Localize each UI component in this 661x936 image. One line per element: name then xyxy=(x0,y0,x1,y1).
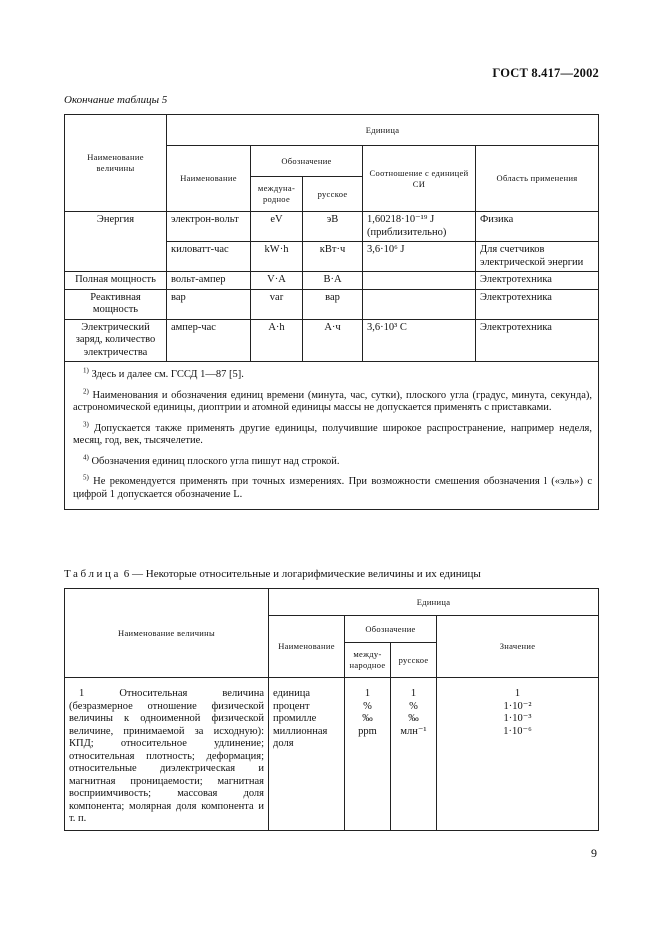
footnote: $^{2)}$ Наименования и обозначения единиц времени (минута, час, сутки), плоского угла (градус, минута, секунда), астрономической единицы, диоптрии и атомной единицы массы не допускается применять с приставками. xyxy=(73,387,593,413)
rus-designation-cell: А·ч xyxy=(303,319,363,362)
col-value-header: Значение xyxy=(437,616,599,678)
relation-cell: 3,6·10³ C xyxy=(363,319,476,362)
unit-name-cell: электрон-вольт xyxy=(167,212,251,242)
application-cell: Электротехника xyxy=(476,289,599,319)
table-row xyxy=(65,272,599,290)
standard-header: ГОСТ 8.417—2002 xyxy=(492,66,599,80)
col-designation-header: Обозначение xyxy=(251,146,363,177)
col-quantity-header: Наименование величины xyxy=(65,589,269,678)
table5-continuation-label: Окончание таблицы 5 xyxy=(64,94,168,106)
unit-names-cell: единица процент промилле миллионная доля xyxy=(269,678,345,831)
application-cell: Электротехника xyxy=(476,319,599,362)
rus-designation-cell: эВ xyxy=(303,212,363,242)
application-cell: Физика xyxy=(476,212,599,242)
quantity-cell: 1 Относительная величина (безразмерное отношение физической величины к одноименной физической величине, принимаемой за исходную): КПД; относительное удлинение; относительная плотность; деформация; относительные диэлектрическая и магнитная проницаемости; магнитная восприимчивость; массовая доля компонента; молярная доля компонента и т. п. xyxy=(65,678,269,831)
intl-designation-cell: eV xyxy=(251,212,303,242)
table-6 xyxy=(64,588,599,831)
relation-cell: 1,60218·10⁻¹⁹ J (приблизительно) xyxy=(363,212,476,242)
col-russian-header: русское xyxy=(303,177,363,212)
relation-cell xyxy=(363,272,476,290)
quantity-cell: Реактивная мощность xyxy=(65,289,167,319)
col-unit-name-header: Наименование xyxy=(269,616,345,678)
intl-designation-cell: A·h xyxy=(251,319,303,362)
col-international-header: междуна-родное xyxy=(251,177,303,212)
footnote: $^{1)}$ Здесь и далее см. ГССД 1—87 [5]. xyxy=(83,366,244,380)
rus-designation-cell: В·А xyxy=(303,272,363,290)
table-row xyxy=(65,212,599,242)
caption-word: Таблица xyxy=(64,568,121,580)
relation-cell: 3,6·10⁶ J xyxy=(363,242,476,272)
application-cell: Для счетчиков электрической энергии xyxy=(476,242,599,272)
page-number: 9 xyxy=(591,846,597,860)
quantity-cell: Полная мощность xyxy=(65,272,167,290)
intl-designation-cell: V·A xyxy=(251,272,303,290)
application-cell: Электротехника xyxy=(476,272,599,290)
table5-notes xyxy=(65,362,599,510)
intl-designation-cell: 1 % ‰ ppm xyxy=(345,678,391,831)
rus-designation-cell: вар xyxy=(303,289,363,319)
unit-name-cell: вольт-ампер xyxy=(167,272,251,290)
col-russian-header: русское xyxy=(391,643,437,678)
table-row xyxy=(65,289,599,319)
quantity-cell: Энергия xyxy=(65,212,167,272)
footnote: $^{4)}$ Обозначения единиц плоского угла пишут над строкой. xyxy=(83,453,340,467)
unit-name-cell: вар xyxy=(167,289,251,319)
col-relation-header: Соотношение с единицей СИ xyxy=(363,146,476,212)
col-unit-header: Единица xyxy=(167,115,599,146)
intl-designation-cell: kW·h xyxy=(251,242,303,272)
col-application-header: Область применения xyxy=(476,146,599,212)
footnote: $^{5)}$ Не рекомендуется применять при точных измерениях. При возможности смешения обозначения l («эль») с цифрой 1 допускается обозначение L. xyxy=(73,473,593,500)
footnote: $^{3)}$ Допускается также применять другие единицы, получившие широкое распространение, например неделя, месяц, год, век, тысячелетие. xyxy=(73,420,593,446)
quantity-cell: Электрический заряд, количество электричества xyxy=(65,319,167,362)
col-quantity-header: Наименование величины xyxy=(65,115,167,212)
col-unit-header: Единица xyxy=(269,589,599,616)
relation-cell xyxy=(363,289,476,319)
col-designation-header: Обозначение xyxy=(345,616,437,643)
table-row xyxy=(65,319,599,362)
unit-name-cell: ампер-час xyxy=(167,319,251,362)
intl-designation-cell: var xyxy=(251,289,303,319)
rus-designation-cell: кВт·ч xyxy=(303,242,363,272)
rus-designation-cell: 1 % ‰ млн⁻¹ xyxy=(391,678,437,831)
col-unit-name-header: Наименование xyxy=(167,146,251,212)
caption-text: 6 — Некоторые относительные и логарифмические величины и их единицы xyxy=(123,568,481,580)
table-5 xyxy=(64,114,599,510)
table-row xyxy=(65,678,599,831)
value-cell: 1 1·10⁻² 1·10⁻³ 1·10⁻⁶ xyxy=(437,678,599,831)
table6-caption xyxy=(64,568,481,580)
col-international-header: между-народное xyxy=(345,643,391,678)
unit-name-cell: киловатт-час xyxy=(167,242,251,272)
